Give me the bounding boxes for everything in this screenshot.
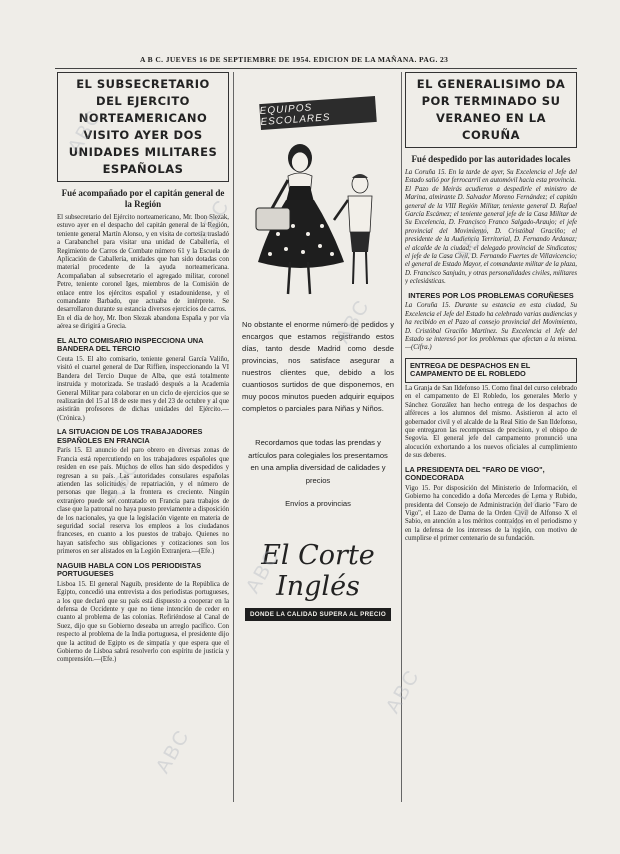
boy-legs (353, 252, 367, 284)
ad-copy: No obstante el enorme número de pedidos y encargos que estamos registrando estos días, tanto desde Madrid como desde provincias, nos satisface asegurar a nuestros clientes que, debido a los cuantiosos surtidos de que disponemos, en muy pocos minutos pueden adquirir equipos completos o parciales para Niñas y Niños. (242, 320, 394, 413)
left-section-3-body: París 15. El anuncio del paro obrero en diversas zonas de Francia está repercutiendo en los trabajadores españoles que residen en ese país. Muchos de ellos han sido despedidos y regresan a su país. Las autoridades consulares españolas atienden las solicitudes de repatriación, y el número de personas que llegan a la frontera es creciente. Ningún extranjero puede ser contratado en Francia para trabajos de clase que la patronal no haya puesto previamente a disposición de los nacionales, ya que la legislación vigente en materia de seguridad social reserva los empleos a los ciudadanos franceses, en cuanto a los puestos de trabajo. Quienes no hayan satisfecho sus obligaciones y cotizaciones son los primeros en ser alistados en la Legión Extranjera.—(Efe.) (57, 447, 229, 556)
left-subhead: Fué acompañado por el capitán general de la Región (61, 188, 225, 209)
left-section-4-head: NAGUIB HABLA CON LOS PERIODISTAS PORTUGUESES (57, 560, 202, 579)
girl-bodice (286, 186, 314, 202)
right-article-p1: La Coruña 15. En la tarde de ayer, Su Excelencia el Jefe del Estado salió por ferrocarril en automóvil hacia esta provincia. (405, 169, 577, 185)
watermark: ABC (63, 105, 107, 158)
watermark: ABC (381, 665, 425, 718)
left-article-p1: El subsecretario del Ejército norteamericano, Mr. Ibon Slezak, estuvo ayer en el despacho del capitán general de la Región, teniente general Martín Alonso, y en visita de cortesía trasladó a Carabanchel para visitar una unidad de Caballería, el Regimiento de Carros de Combate número 61 y la Escuela de Aplicación de Caballería, unidades que han sido dotadas con material procedente de la ayuda norteamericana. Acompañaban al subsecretario el agregado militar, coronel Petre, teniente coronel Iges, miembros de la Comisión de enlace entre los ejércitos español y estadounidense, y el comandante Barbado, que actuaba de intérprete. Se desarrollaron durante su estancia diversos ejercicios de carros. (57, 214, 229, 314)
ad-product-note: Recordamos que todas las prendas y artículos para colegiales los presentamos en una amplia diversidad de calidades y precios (248, 438, 388, 485)
right-section-2-head: INTERES POR LOS PROBLEMAS CORUÑESES (408, 290, 574, 300)
left-section-3-head: LA SITUACION DE LOS TRABAJADORES ESPAÑOLES EN FRANCIA (57, 427, 203, 445)
column-divider-left (233, 72, 234, 802)
right-article-p2: El Pazo de Meirás acudieron a despedirle el ministro de Marina, almirante D. Salvador Moreno Fernández; el capitán general de la VIII Región Militar, teniente general D. Rafael García Escámez; el teniente general jefe de la Casa Militar de Su Excelencia, D. Francisco Franco Salgado-Araujo; el jefe provincial del Movimiento, D. Cristóbal Graciño; el presidente de la Audiencia Territorial, D. Fernando Ardanaz; el alcalde de la ciudad; el delegado provincial de Sindicatos; el jefe de la Casa Civil, D. Fernando Fuertes de Villavicencio; el general de Estado Mayor, el comandante militar de la plaza, D. Francisco Sanjuán, y otras personalidades civiles, militares y eclesiásticas. (405, 185, 577, 286)
right-section-4-body: Vigo 15. Por disposición del Ministerio de Información, el Gobierno ha concedido a doña Mercedes de Lema y Rubido, presidenta del Consejo de Administración del diario "Faro de Vigo", el Lazo de Dama de la Orden Civil de Alfonso X el Sabio, en atención a los méritos contraídos en el periodismo y en la defensa de los intereses de la región, con motivo de cumplirse el primer centenario de su fundación. (405, 484, 577, 543)
boy-arm (334, 200, 348, 220)
left-article-p2: En el día de hoy, Mr. Ibon Slezak abandona España y por vía aérea se dirigirá a Grecia. (57, 314, 229, 331)
boy-shorts (350, 232, 370, 252)
ad-shipping-note: Envíos a provincias (285, 499, 351, 508)
right-section-3-head: ENTREGA DE DESPACHOS EN EL CAMPAMENTO DE EL ROBLEDO (405, 358, 577, 383)
column-divider-right (401, 72, 402, 802)
watermark: ABC (451, 215, 495, 268)
watermark: ABC (191, 195, 235, 248)
left-headline: EL SUBSECRETARIO DEL EJERCITO NORTEAMERICANO VISITO AYER DOS UNIDADES MILITARES ESPAÑOLAS (57, 72, 229, 182)
watermark: ABC (331, 295, 375, 348)
advertisement (238, 72, 398, 807)
right-subhead: Fué despedido por las autoridades locales (411, 154, 571, 164)
watermark: ABC (151, 725, 195, 778)
brand-slogan: DONDE LA CALIDAD SUPERA AL PRECIO (245, 608, 391, 621)
left-column (57, 72, 229, 807)
top-rule (55, 68, 577, 69)
page-folio: A B C. JUEVES 16 DE SEPTIEMBRE DE 1954. EDICION DE LA MAÑANA. PAG. 23 (140, 55, 449, 64)
right-section-2-body: La Coruña 15. Durante su estancia en esta ciudad, Su Excelencia el Jefe del Estado ha celebrado varias audiencias y ha recibido en el Pazo al consejo provincial del Movimiento, D. Cristóbal Graciño Martínez. Su Excelencia el Jefe del Estado se interesó por los problemas que afectan a la misma.—(Cifra.) (405, 302, 577, 352)
left-section-2-body: Ceuta 15. El alto comisario, teniente general García Valiño, visitó el cuartel general de Dar Riffien, inspeccionando la VI Bandera del Tercio Duque de Alba, que está totalmente instruida y motorizada. Se trasladó después a la Academia General Militar para colaborar en un ciclo de ejercicios que se realizarán del 15 al 18 de este mes y del 23 de octubre y al que asistirán profesores de dichas unidades del Ejército.—(Crónica.) (57, 355, 229, 422)
boy-shirt (348, 196, 372, 232)
schoolchildren-illustration (248, 134, 388, 309)
ad-title: EQUIPOS ESCOLARES (259, 96, 377, 130)
watermark: ABC (501, 485, 545, 538)
left-section-4-body: Lisboa 15. El general Naguib, presidente de la República de Egipto, concedió una entrevista a dos periodistas portugueses, a los que declaró que su país está dispuesto a cooperar en la defensa de Occidente y que no tiene intención de ceder en cuanto al problema de las colonias. Refiriéndose al Canal de Suez, dijo que su Gobierno deseaba un arreglo pacífico. Con respecto al problema de la India portuguesa, el presidente dijo que la actitud de Egipto es de simpatía y que espera que el Gobierno de Lisboa sabrá resolverlo con espíritu de justicia y comprensión.—(Efe.) (57, 580, 229, 664)
school-bag (256, 208, 290, 230)
brand-logo: El Corte Inglés (261, 540, 375, 602)
right-section-3-body: La Granja de San Ildefonso 15. Como final del curso celebrado en el campamento de El Robledo, los generales Merlo y Sánchez González han hecho entrega de los despachos de alféreces a los alumnos del mismo. Asistieron al acto el gobernador civil y el alcalde de la Real Sitio de San Ildefonso, que entregaron las recompensas de precision, y el obispo de Segovia. El general jefe del campamento pronunció una alocución exhortando a los nuevos oficiales al cumplimiento de sus deberes. (405, 384, 577, 460)
watermark: ABC (101, 455, 145, 508)
girl-face (292, 152, 309, 172)
right-headline: EL GENERALISIMO DA POR TERMINADO SU VERANEO EN LA CORUÑA (405, 72, 577, 148)
boy-hair (352, 174, 368, 178)
watermark: ABC (241, 545, 285, 598)
right-section-4-head: LA PRESIDENTA DEL "FARO DE VIGO", CONDECORADA (405, 464, 545, 483)
left-section-2-head: EL ALTO COMISARIO INSPECCIONA UNA BANDERA DEL TERCIO (57, 335, 204, 354)
right-column (405, 72, 577, 807)
